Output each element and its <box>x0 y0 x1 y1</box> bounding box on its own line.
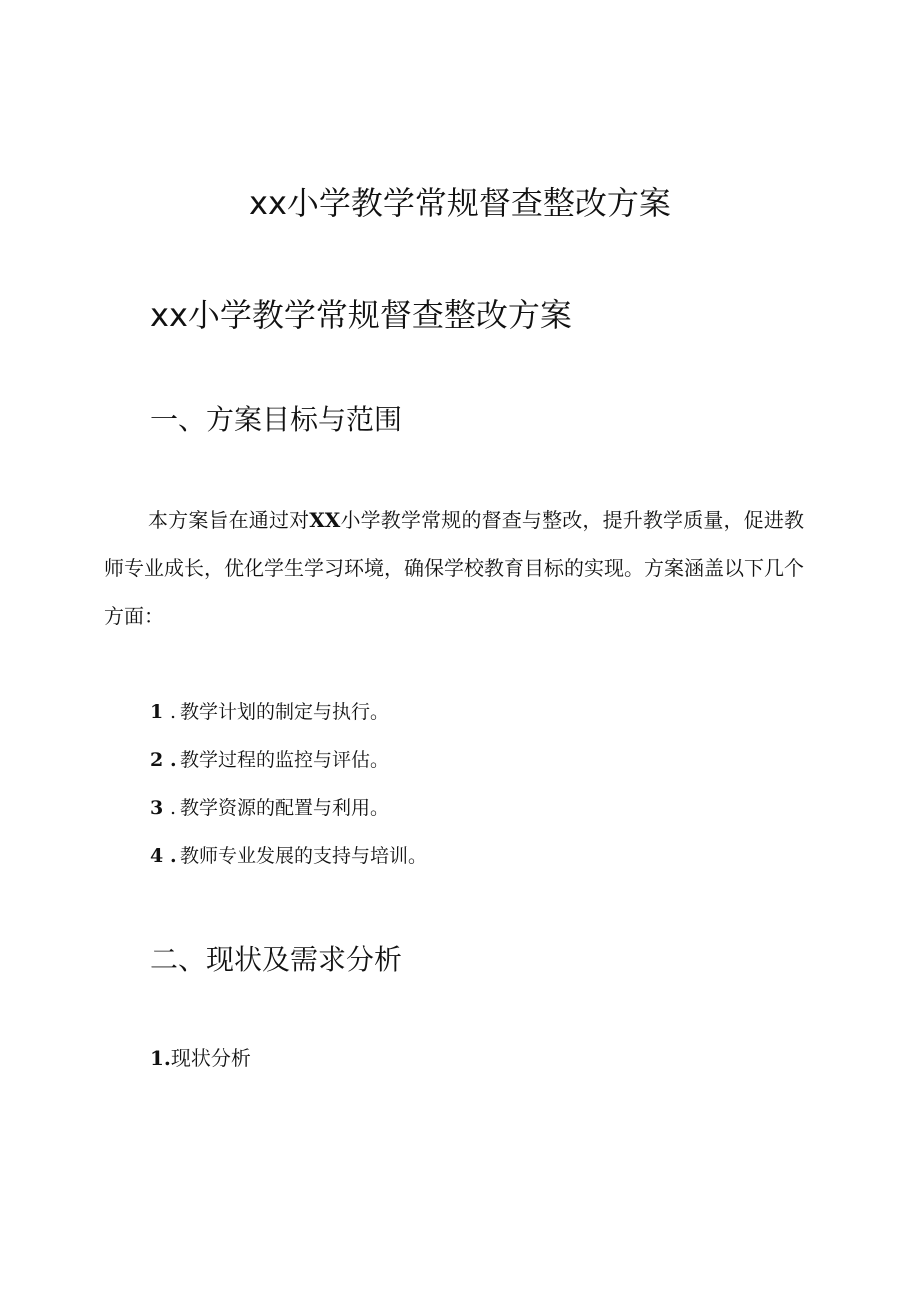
list-item-number: 2 <box>150 749 164 771</box>
list-item-text: 教学计划的制定与执行。 <box>180 701 390 723</box>
intro-text-school-name: XX <box>309 508 341 532</box>
list-item-separator: . <box>170 749 177 771</box>
list-item-separator: . <box>170 797 177 819</box>
list-item <box>150 736 427 784</box>
list-item <box>150 784 427 832</box>
scope-list <box>150 688 427 880</box>
intro-text-after: 小学教学常规的督查与整改，提升教学质量，促进教师专业成长，优化学生学习环境，确保学校教育目标的实现。方案涵盖以下几个方面： <box>104 508 805 628</box>
section-heading-goals-scope: 一、方案目标与范围 <box>150 403 403 436</box>
list-item-text: 教学过程的监控与评估。 <box>180 749 390 771</box>
intro-text-before: 本方案旨在通过对 <box>148 508 310 532</box>
document-subtitle: xx小学教学常规督查整改方案 <box>150 296 572 334</box>
list-item-number: 3 <box>150 797 164 819</box>
list-item-separator: . <box>170 701 177 723</box>
document-title: xx小学教学常规督查整改方案 <box>249 184 671 222</box>
section-heading-status-needs: 二、现状及需求分析 <box>150 943 403 976</box>
subsection-title: 现状分析 <box>170 1046 251 1070</box>
intro-paragraph <box>104 496 804 640</box>
list-item-number: 1 <box>150 701 164 723</box>
list-item-number: 4 <box>150 845 164 867</box>
list-item-text: 教师专业发展的支持与培训。 <box>180 845 428 867</box>
subsection-heading-status-analysis <box>150 1040 251 1076</box>
list-item-separator: . <box>170 845 177 867</box>
list-item <box>150 688 427 736</box>
list-item-text: 教学资源的配置与利用。 <box>180 797 390 819</box>
subsection-number: 1. <box>150 1046 171 1070</box>
list-item <box>150 832 427 880</box>
